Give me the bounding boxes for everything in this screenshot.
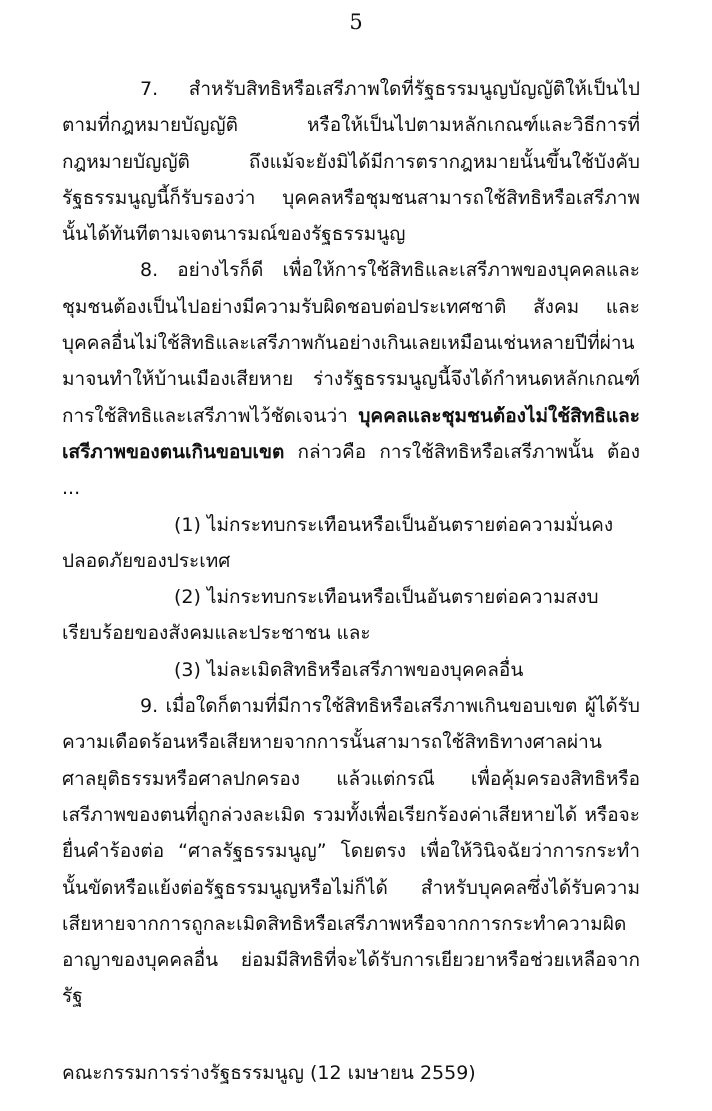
- paragraph-item-8: [62, 252, 640, 506]
- item-8-text-before-bold: 8. อย่างไรก็ดี เพื่อให้การใช้สิทธิและเสรีภาพของบุคคลและชุมชนต้องเป็นไปอย่างมีความรับผิดชอบต่อประเทศชาติ สังคม และบุคคลอื่นไม่ใช้สิทธิและเสรีภาพกันอย่างเกินเลยเหมือนเช่นหลายปีที่ผ่านมาจนทำให้บ้านเมืองเสียหาย ร่างรัฐธรรมนูญนี้จึงได้กำหนดหลักเกณฑ์การใช้สิทธิและเสรีภาพไว้ชัดเจนว่า: [62, 259, 640, 427]
- document-footer: คณะกรรมการร่างรัฐธรรมนูญ (12 เมษายน 2559): [62, 1062, 476, 1084]
- page-number: 5: [349, 10, 363, 34]
- paragraph-item-7: 7. สำหรับสิทธิหรือเสรีภาพใดที่รัฐธรรมนูญบัญญัติให้เป็นไปตามที่กฎหมายบัญญัติ หรือให้เป็นไปตามหลักเกณฑ์และวิธีการที่กฎหมายบัญญัติ ถึงแม้จะยังมิได้มีการตรากฎหมายนั้นขึ้นใช้บังคับ รัฐธรรมนูญนี้ก็รับรองว่า บุคคลหรือชุมชนสามารถใช้สิทธิหรือเสรีภาพนั้นได้ทันทีตามเจตนารมณ์ของรัฐธรรมนูญ: [62, 78, 640, 246]
- paragraph-item-9: 9. เมื่อใดก็ตามที่มีการใช้สิทธิหรือเสรีภาพเกินขอบเขต ผู้ได้รับความเดือดร้อนหรือเสียหายจากการนั้นสามารถใช้สิทธิทางศาลผ่าน ศาลยุติธรรมหรือศาลปกครอง แล้วแต่กรณี เพื่อคุ้มครองสิทธิหรือเสรีภาพของตนที่ถูกล่วงละเมิด รวมทั้งเพื่อเรียกร้องค่าเสียหายได้ หรือจะยื่นคำร้องต่อ “ศาลรัฐธรรมนูญ” โดยตรง เพื่อให้วินิจฉัยว่าการกระทำนั้นขัดหรือแย้งต่อรัฐธรรมนูญหรือไม่ก็ได้ สำหรับบุคคลซึ่งได้รับความเสียหายจากการถูกละเมิดสิทธิหรือเสรีภาพหรือจากการกระทำความผิดอาญาของบุคคลอื่น ย่อมมีสิทธิที่จะได้รับการเยียวยาหรือช่วยเหลือจากรัฐ: [62, 695, 640, 1008]
- document-body: [62, 71, 640, 1015]
- condition-2: (2) ไม่กระทบกระเทือนหรือเป็นอันตรายต่อความสงบเรียบร้อยของสังคมและประชาชน และ: [62, 586, 599, 645]
- condition-3: (3) ไม่ละเมิดสิทธิหรือเสรีภาพของบุคคลอื่น: [174, 658, 524, 681]
- item-8-bold-text: บุคคลและชุมชนต้องไม่ใช้สิทธิและเสรีภาพของตนเกินขอบเขต: [62, 404, 640, 463]
- item-8-text-after-bold: กล่าวคือ การใช้สิทธิหรือเสรีภาพนั้น ต้อง ...: [62, 440, 640, 500]
- condition-1: (1) ไม่กระทบกระเทือนหรือเป็นอันตรายต่อความมั่นคงปลอดภัยของประเทศ: [62, 513, 614, 572]
